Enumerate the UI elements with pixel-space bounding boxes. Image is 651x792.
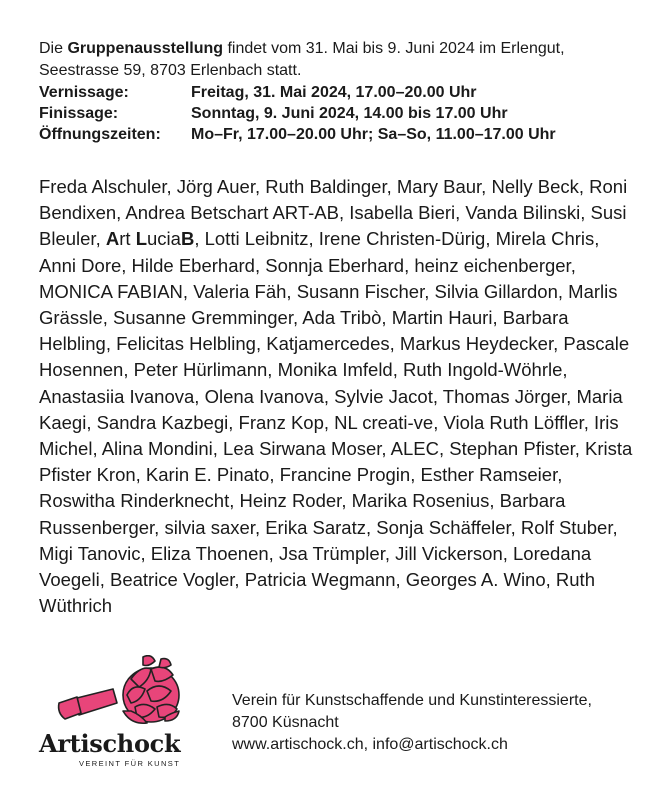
detail-label: Finissage: — [39, 105, 119, 122]
detail-label: Öffnungszeiten: — [39, 126, 161, 143]
event-details — [39, 82, 556, 145]
artichoke-icon — [39, 655, 199, 731]
contact-address: 8700 Küsnacht — [232, 714, 339, 731]
detail-row-vernissage — [39, 82, 556, 103]
artist-list: Freda Alschuler, Jörg Auer, Ruth Baldinger, Mary Baur, Nelly Beck, Roni Bendixen, Andrea Betschart ART-AB, Isabella Bieri, Vanda Bilinski, Susi Bleuler, Art LuciaB, Lotti Leibnitz, Irene Christen-Dürig, Mirela Chris, Anni Dore, Hilde Eberhard, Sonnja Eberhard, heinz eichenberger, MONICA FABIAN, Valeria Fäh, Susann Fischer, Silvia Gillardon, Marlis Grässle, Susanne Gremminger, Ada Tribò, Martin Hauri, Barbara Helbling, Felicitas Helbling, Katjamercedes, Markus Heydecker, Pascale Hosennen, Peter Hürlimann, Monika Imfeld, Ruth Ingold-Wöhrle, Anastasiia Ivanova, Olena Ivanova, Sylvie Jacot, Thomas Jörger, Maria Kaegi, Sandra Kazbegi, Franz Kop, NL creati-ve, Viola Ruth Löffler, Iris Michel, Alina Mondini, Lea Sirwana Moser, ALEC, Stephan Pfister, Krista Pfister Kron, Karin E. Pinato, Francine Progin, Esther Ramseier, Roswitha Rinderknecht, Heinz Roder, Marika Rosenius, Barbara Russenberger, silvia saxer, Erika Saratz, Sonja Schäffeler, Rolf Stuber, Migi Tanovic, Eliza Thoenen, Jsa Trümpler, Jill Vickerson, Loredana Voegeli, Beatrice Vogler, Patricia Wegmann, Georges A. Wino, Ruth Wüthrich — [39, 176, 633, 617]
intro-text — [39, 38, 629, 82]
detail-row-finissage — [39, 103, 556, 124]
logo-tagline: VEREINT FÜR KUNST — [79, 759, 181, 768]
intro-line-1: Die Gruppenausstellung findet vom 31. Mai bis 9. Juni 2024 im Erlengut, — [39, 40, 565, 57]
contact-organization: Verein für Kunstschaffende und Kunstinteressierte, — [232, 692, 592, 709]
logo-wordmark: Artischock — [39, 729, 181, 758]
intro-line-2: Seestrasse 59, 8703 Erlenbach statt. — [39, 62, 302, 79]
detail-value: Freitag, 31. Mai 2024, 17.00–20.00 Uhr — [191, 84, 477, 101]
detail-value: Sonntag, 9. Juni 2024, 14.00 bis 17.00 Uhr — [191, 105, 508, 122]
detail-value: Mo–Fr, 17.00–20.00 Uhr; Sa–So, 11.00–17.00 Uhr — [191, 126, 556, 143]
contact-web-email[interactable]: www.artischock.ch, info@artischock.ch — [232, 736, 508, 753]
contact-info — [232, 690, 592, 756]
detail-row-opening-hours — [39, 124, 556, 145]
artischock-logo — [39, 655, 199, 775]
detail-label: Vernissage: — [39, 84, 129, 101]
exhibition-type: Gruppenausstellung — [67, 40, 224, 57]
